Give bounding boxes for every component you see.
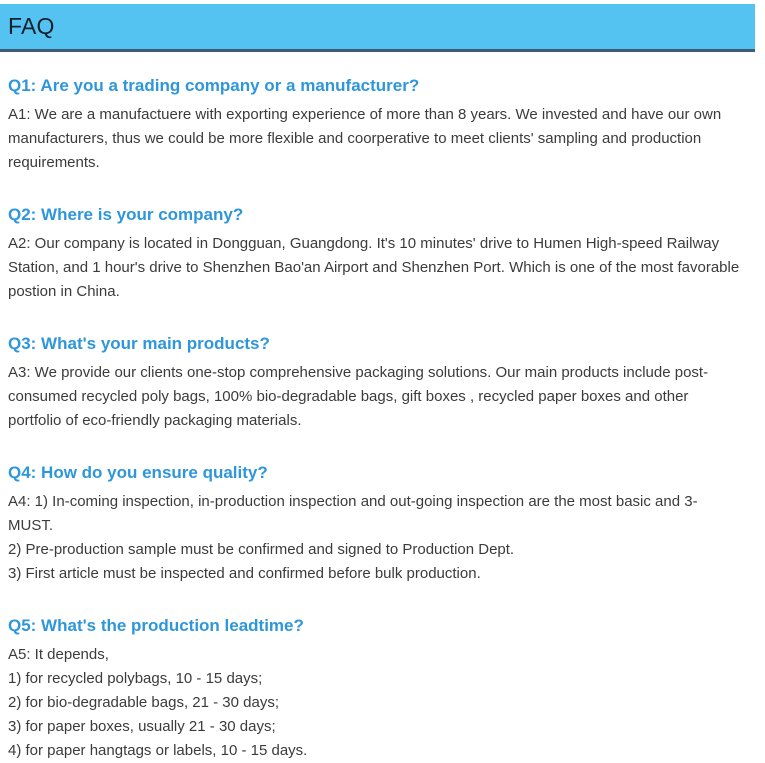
faq-list [0, 75, 765, 763]
faq-answer-line: A4: 1) In-coming inspection, in-production inspection and out-going inspection are the most basic and 3-MUST. [8, 493, 698, 534]
faq-item [8, 204, 741, 304]
faq-answer-line: 3) for paper boxes, usually 21 - 30 days; [8, 718, 276, 735]
faq-question: Q4: How do you ensure quality? [8, 463, 268, 482]
faq-answer-line: A1: We are a manufactuere with exporting experience of more than 8 years. We invested and have our own manufacturers, thus we could be more flexible and coorperative to meet clients' sampling and production requirements. [8, 106, 722, 171]
faq-answer [8, 103, 741, 175]
faq-item [8, 75, 741, 175]
faq-answer [8, 643, 741, 763]
faq-section-title: FAQ [8, 13, 55, 39]
faq-answer-line: A2: Our company is located in Dongguan, Guangdong. It's 10 minutes' drive to Humen High-speed Railway Station, and 1 hour's drive to Shenzhen Bao'an Airport and Shenzhen Port. Which is one of the most favorable postion in China. [8, 235, 740, 300]
faq-answer-line: A5: It depends, [8, 646, 109, 663]
faq-item [8, 333, 741, 433]
faq-answer-line: A3: We provide our clients one-stop comprehensive packaging solutions. Our main products include post-consumed recycled poly bags, 100% bio-degradable bags, gift boxes , recycled paper boxes and other portfolio of eco-friendly packaging materials. [8, 364, 709, 429]
faq-page [0, 4, 765, 759]
faq-answer-line: 1) for recycled polybags, 10 - 15 days; [8, 670, 263, 687]
faq-answer [8, 490, 741, 586]
faq-item [8, 462, 741, 586]
faq-question: Q3: What's your main products? [8, 334, 270, 353]
faq-answer-line: 2) Pre-production sample must be confirmed and signed to Production Dept. [8, 541, 515, 558]
faq-answer-line: 3) First article must be inspected and confirmed before bulk production. [8, 565, 481, 582]
faq-section-header [0, 4, 755, 52]
faq-answer-line: 4) for paper hangtags or labels, 10 - 15 days. [8, 742, 308, 759]
faq-question: Q1: Are you a trading company or a manufacturer? [8, 76, 420, 95]
faq-item [8, 615, 741, 763]
faq-question: Q2: Where is your company? [8, 205, 244, 224]
faq-answer [8, 361, 741, 433]
faq-answer [8, 232, 741, 304]
faq-question: Q5: What's the production leadtime? [8, 616, 304, 635]
faq-answer-line: 2) for bio-degradable bags, 21 - 30 days; [8, 694, 280, 711]
